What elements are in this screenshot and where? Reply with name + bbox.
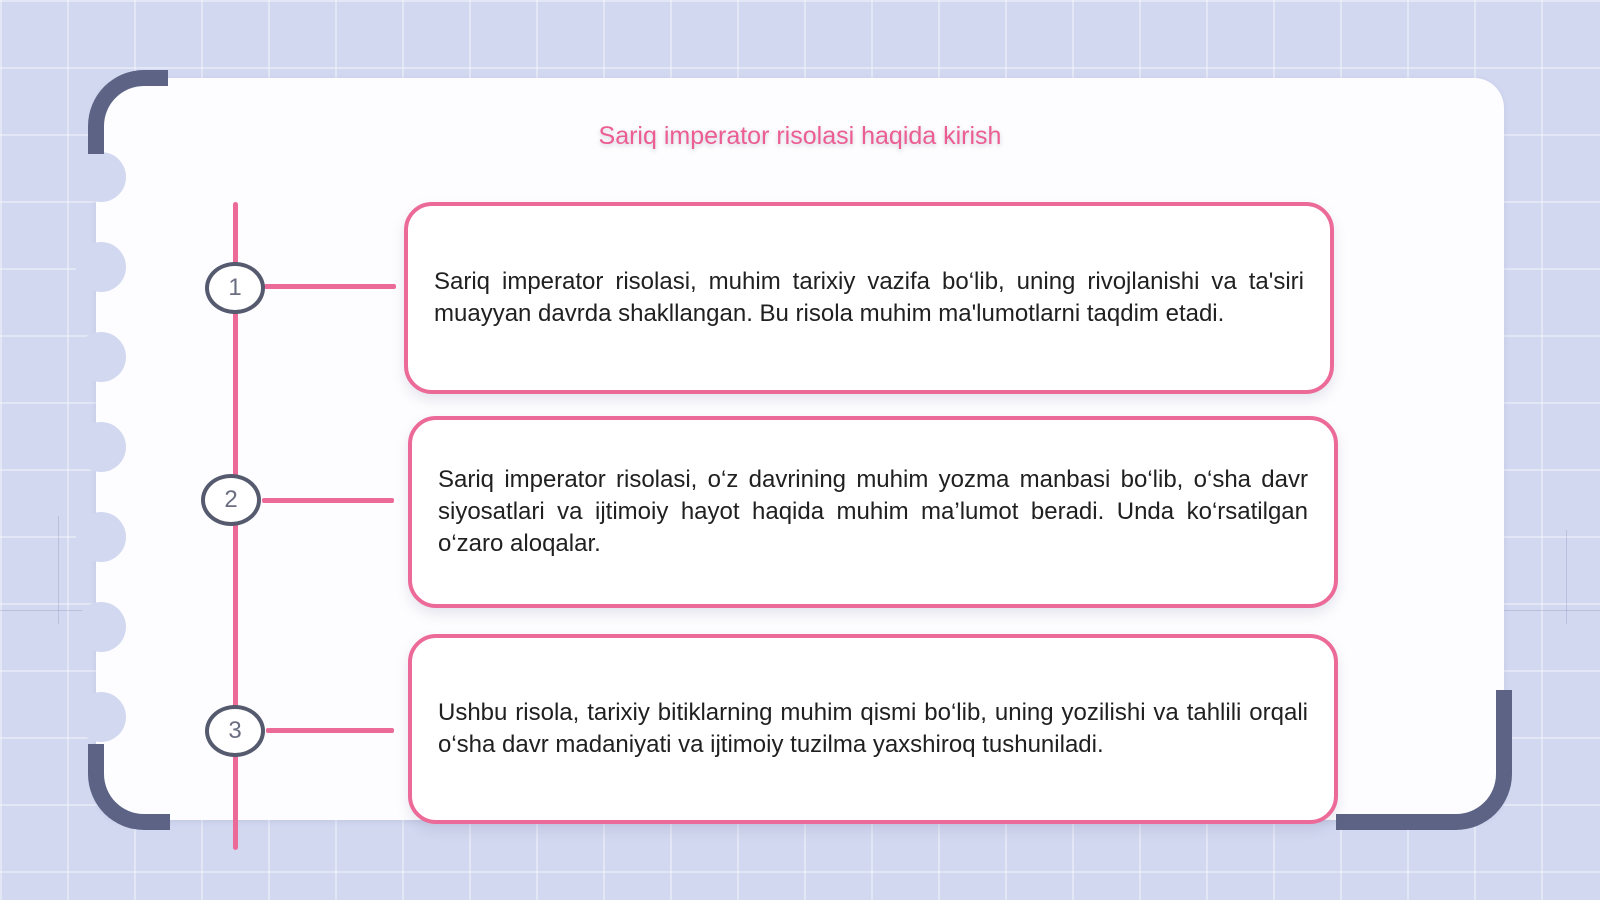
card-text: Sariq imperator risolasi, muhim tarixiy vazifa bo‘lib, uning rivojlanishi va ta'siri muayyan davrda shakllangan. Bu risola muhim ma'lumotlarni taqdim etadi. (434, 268, 1304, 327)
timeline-connector-3 (266, 728, 394, 733)
timeline-node-1: 1 (205, 262, 265, 314)
frame-corner-bottom-left (88, 744, 170, 830)
card-text: Ushbu risola, tarixiy bitiklarning muhim qismi bo‘lib, uning yozilishi va tahlili orqali o‘sha davr madaniyati va ijtimoiy tuzilma yaxshiroq tushuniladi. (438, 699, 1308, 758)
frame-corner-bottom-right (1336, 690, 1512, 830)
grid-crosshair-right-h (1504, 610, 1600, 611)
paper-notch (76, 692, 126, 742)
paper-notch (76, 242, 126, 292)
timeline-connector-1 (264, 284, 396, 289)
paper-notch (76, 422, 126, 472)
timeline-card-1 (404, 202, 1334, 394)
page-title: Sariq imperator risolasi haqida kirish (598, 122, 1002, 150)
paper-notch (76, 602, 126, 652)
grid-crosshair-right-v (1566, 530, 1567, 624)
timeline-node-2: 2 (201, 474, 261, 526)
paper-notch (76, 332, 126, 382)
timeline-node-3: 3 (205, 705, 265, 757)
grid-crosshair-left-v (58, 516, 59, 624)
timeline-card-2 (408, 416, 1338, 608)
card-text: Sariq imperator risolasi, o‘z davrining muhim yozma manbasi bo‘lib, o‘sha davr siyosatlari va ijtimoiy hayot haqida muhim ma’lumot beradi. Unda ko‘rsatilgan o‘zaro aloqalar. (438, 466, 1308, 557)
paper-notch (76, 512, 126, 562)
timeline-card-3 (408, 634, 1338, 824)
timeline-connector-2 (262, 498, 394, 503)
paper-notch (76, 152, 126, 202)
